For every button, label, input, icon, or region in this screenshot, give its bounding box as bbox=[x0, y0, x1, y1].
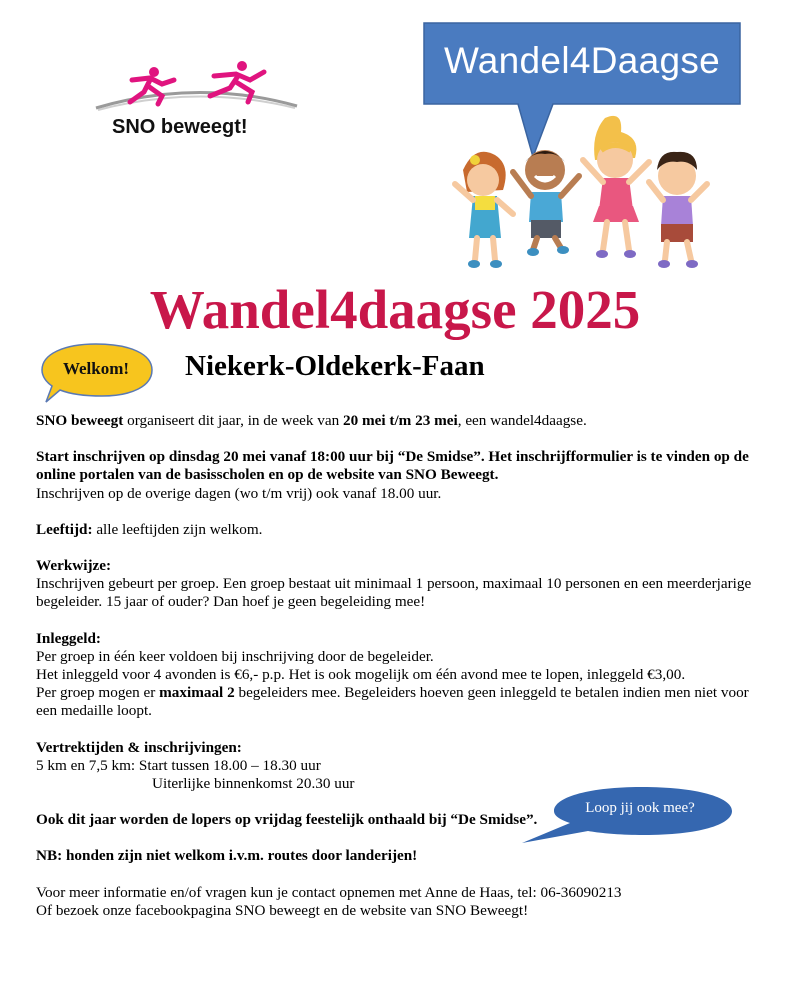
page-title: Wandel4daagse 2025 bbox=[149, 279, 641, 340]
start-extra-text: Inschrijven op de overige dagen (wo t/m vrij) ook vanaf 18.00 uur. bbox=[36, 484, 442, 502]
welkom-bubble bbox=[40, 342, 160, 404]
werkwijze-text: Inschrijven gebeurt per groep. Een groep bestaat uit minimaal 1 persoon, maximaal 10 personen en een meerderjarige begeleider. 15 jaar of ouder? Dan hoef je geen begeleiding mee! bbox=[36, 575, 752, 611]
org-name: SNO beweegt bbox=[36, 412, 124, 429]
start-paragraph bbox=[36, 448, 766, 484]
jumping-kids-illustration bbox=[445, 110, 715, 275]
inleggeld-line-3c: begeleiders mee. Begeleiders hoeven geen inleggeld te betalen indien men niet voor een medaille loopt. bbox=[36, 684, 749, 720]
start-bold-text: Start inschrijven op dinsdag 20 mei vanaf 18:00 uur bij “De Smidse”. Het inschrijfformulier is te vinden op de online portalen van de basisscholen en op de website van SNO Beweegt. bbox=[36, 448, 749, 484]
inleggeld-label bbox=[36, 630, 766, 648]
leeftijd-label: Leeftijd: bbox=[36, 520, 93, 538]
inleggeld-line-3 bbox=[36, 684, 766, 720]
loop-callout-text: Loop jij ook mee? bbox=[585, 800, 695, 816]
contact-line-1: Voor meer informatie en/of vragen kun je contact opnemen met Anne de Haas, tel: 06-36090213 bbox=[36, 883, 622, 901]
vertrek-line-1: 5 km en 7,5 km: Start tussen 18.00 – 18.30 uur bbox=[36, 756, 321, 774]
vertrek-label bbox=[36, 739, 766, 757]
page-subtitle: Niekerk-Oldekerk-Faan bbox=[185, 350, 485, 382]
leeftijd-text: alle leeftijden zijn welkom. bbox=[92, 520, 263, 538]
werkwijze-label-text: Werkwijze: bbox=[36, 557, 112, 575]
inleggeld-line-1: Per groep in één keer voldoen bij inschrijving door de begeleider. bbox=[36, 647, 434, 665]
vertrek-label-text: Vertrektijden & inschrijvingen: bbox=[36, 738, 242, 756]
header-callout-text: Wandel4Daagse bbox=[443, 40, 721, 81]
inleggeld-max: maximaal 2 bbox=[159, 684, 235, 702]
onthaal-text: Ook dit jaar worden de lopers op vrijdag feestelijk onthaald bij “De Smidse”. bbox=[36, 811, 538, 829]
logo-text: SNO beweegt! bbox=[112, 116, 248, 138]
loop-speech-callout bbox=[518, 783, 736, 845]
inleggeld-line-3a: Per groep mogen er bbox=[36, 684, 160, 702]
vertrek-line-2: Uiterlijke binnenkomst 20.30 uur bbox=[152, 775, 355, 793]
intro-text-1: organiseert dit jaar, in de week van bbox=[123, 412, 343, 429]
contact-line-2: Of bezoek onze facebookpagina SNO beweegt en de website van SNO Beweegt! bbox=[36, 901, 529, 919]
werkwijze-label bbox=[36, 557, 766, 575]
leeftijd-paragraph bbox=[36, 521, 766, 539]
intro-paragraph bbox=[36, 412, 766, 430]
inleggeld-line-2: Het inleggeld voor 4 avonden is €6,- p.p. Het is ook mogelijk om één avond mee te lopen, inleggeld €3,00. bbox=[36, 666, 686, 684]
event-dates: 20 mei t/m 23 mei bbox=[343, 412, 458, 429]
nb-paragraph bbox=[36, 847, 766, 865]
welkom-text: Welkom! bbox=[62, 359, 130, 378]
sno-logo bbox=[92, 58, 302, 148]
running-figures-icon bbox=[92, 58, 302, 118]
nb-text: NB: honden zijn niet welkom i.v.m. routes door landerijen! bbox=[36, 847, 418, 865]
inleggeld-label-text: Inleggeld: bbox=[36, 629, 101, 647]
intro-text-2: , een wandel4daagse. bbox=[457, 412, 587, 429]
